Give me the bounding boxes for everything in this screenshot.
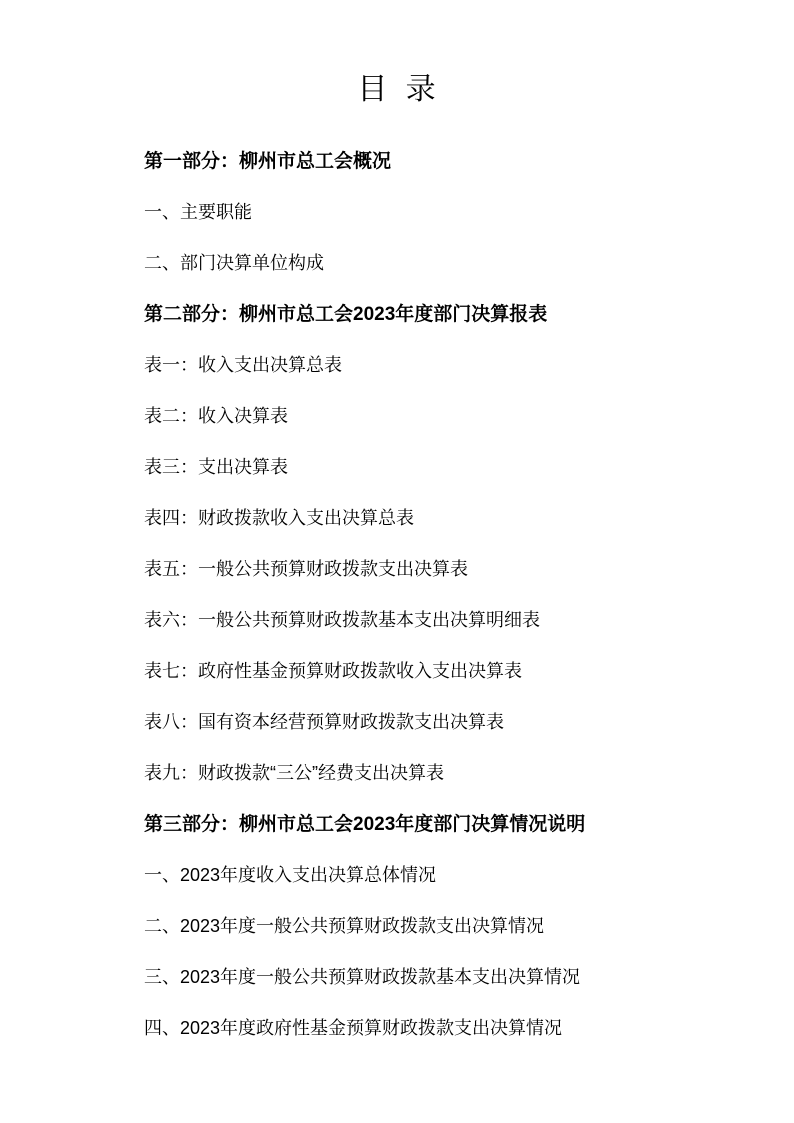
toc-heading-part1: 第一部分：柳州市总工会概况: [144, 151, 392, 172]
toc-item-table6: 表六：一般公共预算财政拨款基本支出决算明细表: [144, 610, 540, 630]
toc-item-table3: 表三：支出决算表: [144, 457, 288, 477]
toc-item-note1: 一、2023年度收入支出决算总体情况: [144, 865, 437, 885]
toc-item-table5: 表五：一般公共预算财政拨款支出决算表: [144, 559, 468, 579]
toc-item-table1: 表一：收入支出决算总表: [144, 355, 342, 375]
toc-item-table7: 表七：政府性基金预算财政拨款收入支出决算表: [144, 661, 522, 681]
toc-item-table4: 表四：财政拨款收入支出决算总表: [144, 508, 414, 528]
page-title: 目 录: [357, 73, 437, 106]
toc-heading-part3: 第三部分：柳州市总工会2023年度部门决算情况说明: [144, 814, 586, 835]
toc-item-note4: 四、2023年度政府性基金预算财政拨款支出决算情况: [144, 1018, 563, 1038]
toc-list: [0, 136, 794, 1054]
toc-item-table8: 表八：国有资本经营预算财政拨款支出决算表: [144, 712, 504, 732]
toc-item-table2: 表二：收入决算表: [144, 406, 288, 426]
toc-item-note2: 二、2023年度一般公共预算财政拨款支出决算情况: [144, 916, 545, 936]
toc-item-functions: 一、主要职能: [144, 202, 252, 222]
toc-item-units: 二、部门决算单位构成: [144, 253, 324, 273]
toc-item-table9: 表九：财政拨款“三公”经费支出决算表: [144, 763, 444, 783]
toc-item-note3: 三、2023年度一般公共预算财政拨款基本支出决算情况: [144, 967, 581, 987]
toc-heading-part2: 第二部分：柳州市总工会2023年度部门决算报表: [144, 304, 548, 325]
